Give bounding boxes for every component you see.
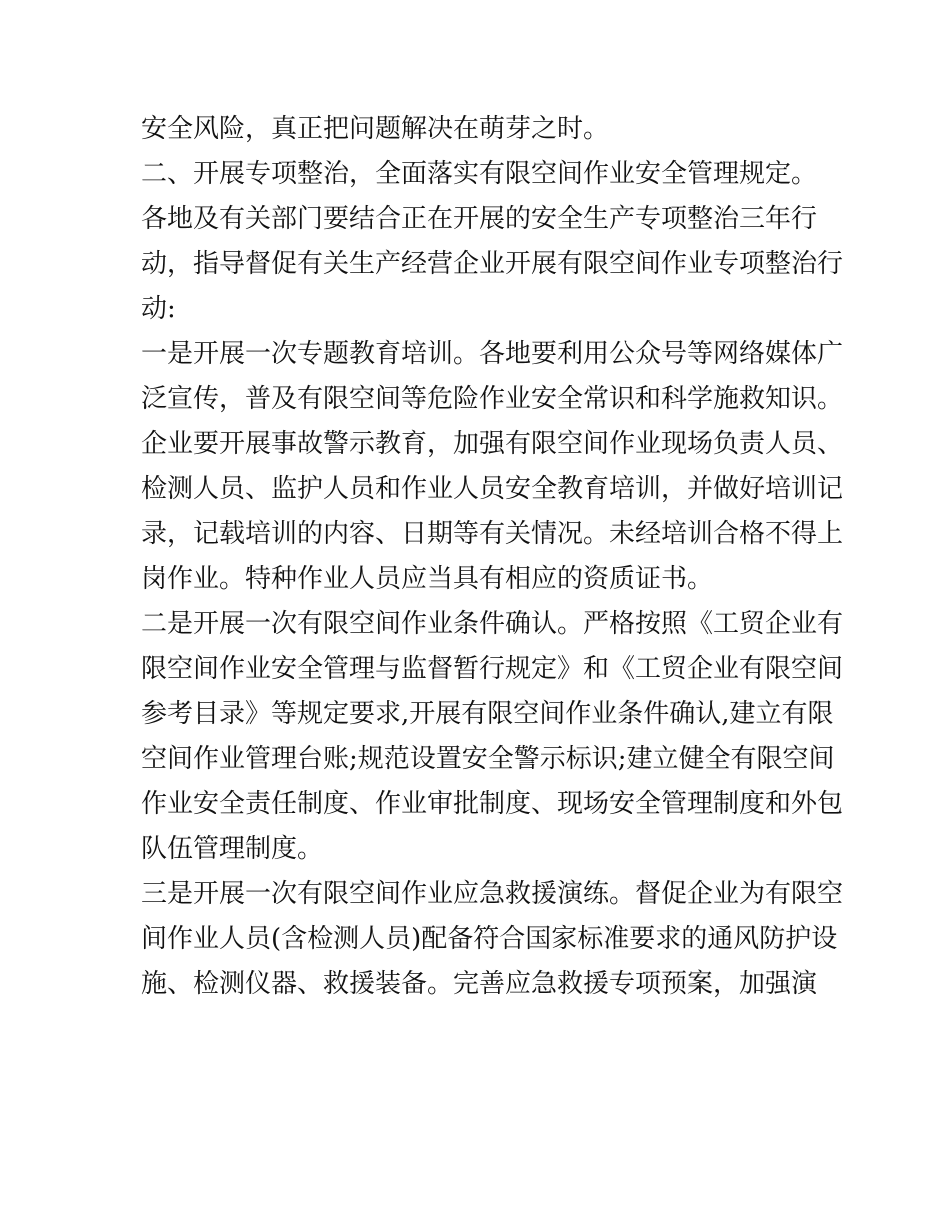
text-line: 动，指导督促有关生产经营企业开展有限空间作业专项整治行 bbox=[141, 249, 844, 279]
text-line: 间作业人员(含检测人员)配备符合国家标准要求的通风防护设 bbox=[141, 924, 838, 954]
text-line: 空间作业管理台账;规范设置安全警示标识;建立健全有限空间 bbox=[141, 744, 835, 774]
text-line: 作业安全责任制度、作业审批制度、现场安全管理制度和外包 bbox=[141, 789, 844, 819]
text-line: 泛宣传，普及有限空间等危险作业安全常识和科学施救知识。 bbox=[141, 384, 844, 414]
text-line: 录，记载培训的内容、日期等有关情况。未经培训合格不得上 bbox=[141, 519, 844, 549]
text-line: 队伍管理制度。 bbox=[141, 834, 324, 864]
text-line: 安全风险，真正把问题解决在萌芽之时。 bbox=[141, 114, 610, 144]
text-line: 检测人员、监护人员和作业人员安全教育培训，并做好培训记 bbox=[141, 474, 844, 504]
text-line: 各地及有关部门要结合正在开展的安全生产专项整治三年行 bbox=[141, 204, 818, 234]
text-line: 三是开展一次有限空间作业应急救援演练。督促企业为有限空 bbox=[141, 879, 844, 909]
text-line: 企业要开展事故警示教育，加强有限空间作业现场负责人员、 bbox=[141, 429, 844, 459]
text-line: 施、检测仪器、救援装备。完善应急救援专项预案，加强演 bbox=[141, 969, 818, 999]
text-line: 二是开展一次有限空间作业条件确认。严格按照《工贸企业有 bbox=[141, 609, 844, 639]
section-heading: 二、开展专项整治，全面落实有限空间作业安全管理规定。 bbox=[141, 159, 818, 189]
text-line: 参考目录》等规定要求,开展有限空间作业条件确认,建立有限 bbox=[141, 699, 834, 729]
text-line: 一是开展一次专题教育培训。各地要利用公众号等网络媒体广 bbox=[141, 339, 844, 369]
text-line: 岗作业。特种作业人员应当具有相应的资质证书。 bbox=[141, 564, 714, 594]
document-body bbox=[141, 107, 844, 1007]
text-line: 限空间作业安全管理与监督暂行规定》和《工贸企业有限空间 bbox=[141, 654, 844, 684]
text-line: 动: bbox=[141, 294, 176, 324]
